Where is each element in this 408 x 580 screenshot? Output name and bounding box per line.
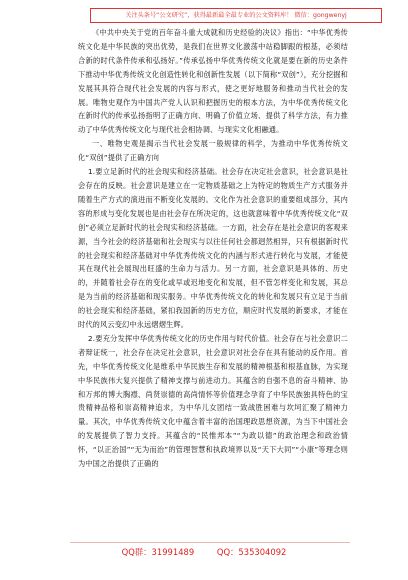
footer-qq: QQ：535304092	[216, 547, 287, 557]
paragraph-point-2: 2.要充分发挥中华优秀传统文化的历史作用与时代价值。社会存在与社会意识二者辩证统一，社会存在决定社会意识，社会意识对社会存在具有能动的反作用。首先，中华优秀传统文化是维系中华民族生存和发展的精神根基和根基血脉，为实现中华民族伟大复兴提供了精神支撑与前进动力。其蕴含的自强不息的奋斗精神、协和万邦的博大胸襟、尚贤崇德的高尚情怀等价值理念孕育了中华民族独具特色的宝贵精神品格和崇高精神追求，为中华儿女团结一致战胜困难与坎坷汇聚了精神力量。其次，中华优秀传统文化中蕴含着丰富的治国理政思想资源，为当下中国社会的发展提供了智力支持。其蕴含的“民惟邦本”“为政以德”的政治理念和政治情怀，“以正治国”“无为而治”的管理智慧和执政境界以及“天下大同”“小康”等理念则为中国之治提供了正确的	[78, 333, 348, 469]
promo-banner: 关注头条号“公文研究”，获得最新最全最专业的公文资料库！ 微信：gongwenyj	[90, 8, 382, 23]
footer-qq-group: QQ群：31991489	[121, 547, 195, 557]
page-footer	[0, 546, 408, 560]
section-heading: 一、唯物史观是揭示当代社会发展一般规律的科学，为推动中华优秀传统文化“双创”提供了正确方向	[78, 139, 348, 163]
paragraph-intro: 《中共中央关于党的百年奋斗重大成就和历史经验的决议》指出：“中华优秀传统文化是中华民族的突出优势，是我们在世界文化激荡中站稳脚跟的根基，必须结合新的时代条件传承和弘扬好。”传承弘扬中华优秀传统文化就是要在新的历史条件下推动中华优秀传统文化创造性转化和创新性发展（以下简称“双创”），充分挖掘和发展其具符合现代社会发展的内容与形式，使之更好地服务和推动当代社会的发展。唯物史观作为中国共产党人认识和把握历史的根本方法，为中华优秀传统文化在新时代的传承弘扬指明了正确方向、明确了价值立场、提供了科学方法，有力推动了中华优秀传统文化与现代社会相协调、与现实文化相融通。	[78, 28, 348, 135]
paragraph-point-1: 1.要立足新时代的社会现实和经济基础。社会存在决定社会意识，社会意识是社会存在的反映。社会意识是建立在一定物质基础之上为特定的物质生产方式服务并随着生产方式的演进而不断变化发展的。文化作为社会意识的重要组成部分，其内容的形成与变化发展也是由社会存在所决定的，这也就意味着中华优秀传统文化“双创”必须立足新时代的社会现实和经济基础。一方面，社会存在是社会意识的客观来源，当今社会的经济基础和社会现实与以往任何社会都迥然相异，只有根据新时代的社会现实和经济基础对中华优秀传统文化的内涵与形式进行转化与发展，才能使其在现代社会展现出旺盛的生命力与活力。另一方面，社会意识是具体的、历史的，并随着社会存在的变化或早或迟地变化和发展，但不管怎样变化和发展，其总是为当前的经济基础和现实服务。中华优秀传统文化的转化和发展只有立足于当前的社会现实和经济基础，紧扣我国新的历史方位，顺应时代发展的新要求，才能在时代的风云变幻中永远熠熠生辉。	[78, 167, 348, 330]
footer-divider	[70, 542, 350, 543]
document-body	[78, 26, 348, 471]
